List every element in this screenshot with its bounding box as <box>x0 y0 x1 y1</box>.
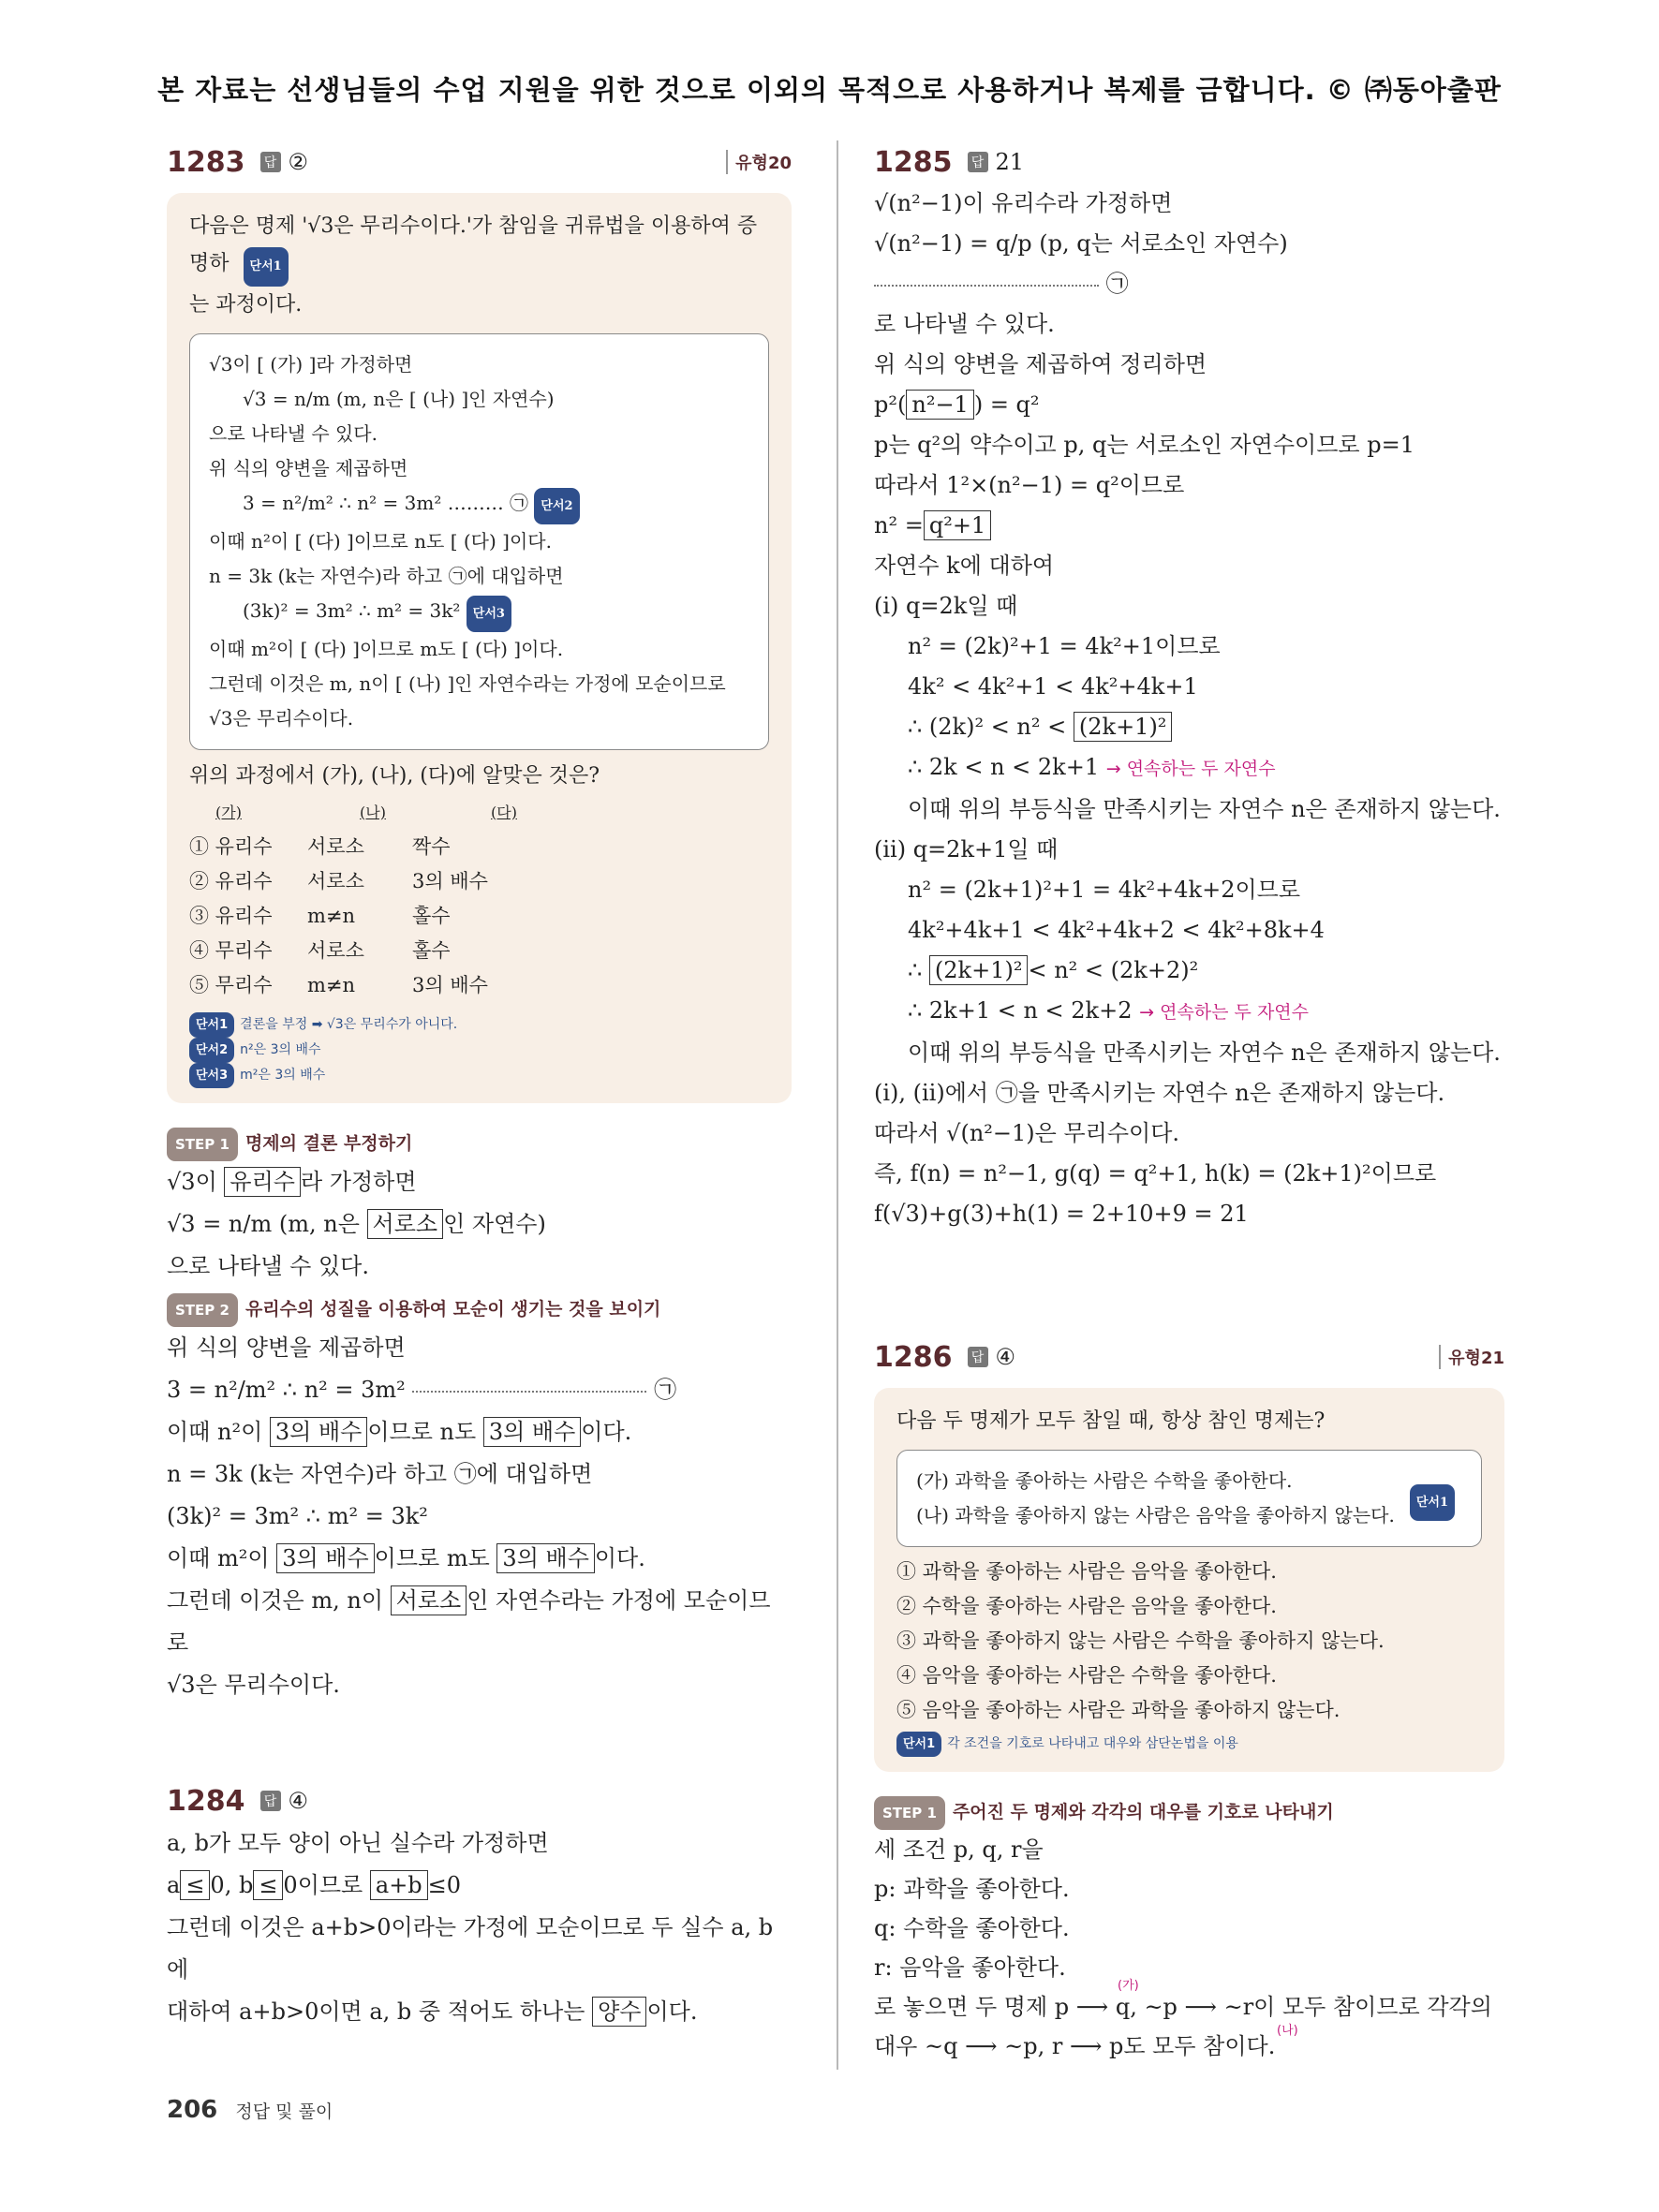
solution-1286 <box>874 1830 1504 2066</box>
right-column <box>874 140 1504 2066</box>
problem-1286-card <box>874 1388 1504 1772</box>
sol-line: f(√3)+g(3)+h(1) = 2+10+9 = 21 <box>874 1201 1249 1227</box>
sol-line: 대하여 a+b>0이면 a, b 중 적어도 하나는 양수 이다. <box>167 1998 698 2025</box>
hint-list <box>189 1012 769 1088</box>
answer-box: (2k+1)² <box>1074 712 1173 742</box>
answer-box: n²−1 <box>906 390 973 420</box>
sol-line: 위 식의 양변을 제곱하면 <box>167 1335 406 1361</box>
problem-1286-header <box>874 1335 1504 1379</box>
answer-value: ④ <box>995 1344 1016 1370</box>
sol-line: √3이 유리수 라 가정하면 <box>167 1169 417 1195</box>
choice-row[interactable]: ① 유리수 서로소 짝수 <box>189 835 451 858</box>
premise-line: (가) 과학을 좋아하는 사람은 수학을 좋아한다. <box>916 1469 1293 1492</box>
step-heading <box>874 1796 1504 1830</box>
proof-line: √3 = n/m (m, n은 [ (나) ]인 자연수) <box>243 388 555 410</box>
note-arrow: → <box>1139 1002 1161 1023</box>
sol-line: n² = (2k)²+1 = 4k²+1이므로 <box>908 633 1221 659</box>
sol-line: 로 나타낼 수 있다. <box>874 311 1055 337</box>
sol-line: a ≤ 0, b ≤ 0이므로 a+b ≤0 <box>167 1872 462 1898</box>
answer-icon: 답 <box>260 1791 281 1811</box>
solution-step2 <box>167 1327 792 1706</box>
type-tag: 유형20 <box>726 150 792 174</box>
hint-badge: 단서1 <box>1410 1484 1455 1521</box>
prompt-line-2: 는 과정이다. <box>189 293 303 317</box>
proof-line: 위 식의 양변을 제곱하면 <box>209 457 408 479</box>
premise-line: (나) 과학을 좋아하지 않는 사람은 음악을 좋아하지 않는다. <box>916 1504 1395 1526</box>
choice-row[interactable]: ③ 유리수 m≠n 홀수 <box>189 905 451 927</box>
hint-badge: 단서3 <box>467 596 511 632</box>
sol-line: 3 = n²/m² ∴ n² = 3m² ㉠ <box>167 1377 677 1403</box>
hint-row: 단서2 n²은 3의 배수 <box>189 1038 769 1063</box>
answer-box: 3의 배수 <box>496 1543 594 1573</box>
sol-line: ∴ 2k < n < 2k+1 → 연속하는 두 자연수 <box>908 754 1276 780</box>
proof-box <box>189 333 769 750</box>
proof-line: 이때 n²이 [ (다) ]이므로 n도 [ (다) ]이다. <box>209 530 552 553</box>
proof-line: 그런데 이것은 m, n이 [ (나) ]인 자연수라는 가정에 모순이므로 <box>209 672 726 695</box>
proof-line: 3 = n²/m² ∴ n² = 3m² ……… ㉠ 단서2 <box>209 486 749 524</box>
sol-line: (ⅰ) q=2k일 때 <box>874 593 1018 619</box>
header-ga: (가) <box>215 804 242 821</box>
sol-line: 4k²+4k+1 < 4k²+4k+2 < 4k²+8k+4 <box>908 917 1325 943</box>
choice-headers <box>189 795 769 830</box>
answer-box: 3의 배수 <box>270 1417 367 1447</box>
hint-badge: 단서2 <box>534 488 579 524</box>
type-tag: 유형21 <box>1439 1345 1504 1369</box>
proof-line: (3k)² = 3m² ∴ m² = 3k² 단서3 <box>209 594 749 632</box>
solution-step1 <box>167 1161 792 1288</box>
sol-line: 이때 n²이 3의 배수 이므로 n도 3의 배수 이다. <box>167 1419 632 1445</box>
problem-1284-header <box>167 1779 792 1822</box>
sol-line: 따라서 √(n²−1)은 무리수이다. <box>874 1120 1180 1146</box>
sol-line: √(n²−1)이 유리수라 가정하면 <box>874 190 1173 216</box>
sol-line: n² = (2k+1)²+1 = 4k²+4k+2이므로 <box>908 877 1301 903</box>
header-da: (다) <box>491 804 517 821</box>
answer-box: 유리수 <box>224 1167 301 1197</box>
sol-line: 그런데 이것은 a+b>0이라는 가정에 모순이므로 두 실수 a, b에 <box>167 1914 774 1983</box>
step-badge: STEP 1 <box>167 1128 238 1161</box>
hint-row: 단서3 m²은 3의 배수 <box>189 1063 769 1088</box>
problem-1285-header <box>874 140 1504 184</box>
note-text: 연속하는 두 자연수 <box>1160 1002 1310 1023</box>
answer-box: 양수 <box>592 1997 646 2027</box>
sol-line: ∴ 2k+1 < n < 2k+2 → 연속하는 두 자연수 <box>908 997 1310 1024</box>
answer-value: 21 <box>995 149 1025 175</box>
sol-line: 즉, f(n) = n²−1, g(q) = q²+1, h(k) = (2k+1)²이므로 <box>874 1160 1437 1187</box>
sol-line: ∴ (2k)² < n² < (2k+1)² <box>874 707 1504 747</box>
sol-line: 이때 위의 부등식을 만족시키는 자연수 n은 존재하지 않는다. <box>908 796 1501 822</box>
question-text: 위의 과정에서 (가), (나), (다)에 알맞은 것은? <box>189 764 600 788</box>
sol-line: √(n²−1) = q/p (p, q는 서로소인 자연수) ㉠ <box>874 230 1288 297</box>
note-arrow: → <box>1105 759 1127 779</box>
sol-line: r: 음악을 좋아한다. <box>874 1954 1066 1981</box>
page-number: 206 <box>167 2096 218 2124</box>
solution-1284 <box>167 1822 792 2033</box>
sol-line: n = 3k (k는 자연수)라 하고 ㉠에 대입하면 <box>167 1461 593 1487</box>
column-divider <box>837 140 838 2070</box>
answer-value: ④ <box>288 1788 309 1814</box>
problem-prompt: 다음 두 명제가 모두 참일 때, 항상 참인 명제는? <box>896 1409 1326 1433</box>
answer-icon: 답 <box>968 152 988 172</box>
problem-number: 1283 <box>167 145 245 179</box>
sol-line: 그런데 이것은 m, n이 서로소 인 자연수라는 가정에 모순이므로 <box>167 1587 771 1656</box>
sol-line: √3은 무리수이다. <box>167 1672 340 1698</box>
answer-box: 3의 배수 <box>276 1543 374 1573</box>
problem-number: 1284 <box>167 1784 245 1818</box>
proof-line: 이때 m²이 [ (다) ]이므로 m도 [ (다) ]이다. <box>209 638 564 660</box>
sol-line: p: 과학을 좋아한다. <box>874 1876 1070 1902</box>
copyright-banner: 본 자료는 선생님들의 수업 지원을 위한 것으로 이외의 목적으로 사용하거나 복제를 금합니다. © ㈜동아출판 <box>157 74 1502 106</box>
choice-row[interactable]: ② 유리수 서로소 3의 배수 <box>189 870 488 892</box>
step-badge: STEP 1 <box>874 1796 945 1830</box>
step-title: 명제의 결론 부정하기 <box>244 1133 413 1154</box>
answer-box: ≤ <box>253 1870 283 1900</box>
problem-number: 1286 <box>874 1340 953 1374</box>
header-na: (나) <box>360 804 386 821</box>
problem-prompt <box>189 208 769 324</box>
choice-item[interactable]: ⑤ 음악을 좋아하는 사람은 과학을 좋아하지 않는다. <box>896 1699 1341 1721</box>
answer-box: ≤ <box>180 1870 210 1900</box>
answer-icon: 답 <box>260 152 281 172</box>
sol-line: 이때 위의 부등식을 만족시키는 자연수 n은 존재하지 않는다. <box>908 1040 1501 1066</box>
sol-line: 으로 나타낼 수 있다. <box>167 1253 369 1279</box>
proof-line: 으로 나타낼 수 있다. <box>209 422 378 445</box>
note-text: 연속하는 두 자연수 <box>1126 759 1276 779</box>
sol-line: p는 q²의 약수이고 p, q는 서로소인 자연수이므로 p=1 <box>874 432 1415 458</box>
sol-line: n² = q²+1 <box>874 506 1504 546</box>
sol-line: (ⅰ), (ⅱ)에서 ㉠을 만족시키는 자연수 n은 존재하지 않는다. <box>874 1080 1445 1106</box>
prompt-line-1: 다음은 명제 '√3은 무리수이다.'가 참임을 귀류법을 이용하여 증명하 <box>189 214 758 275</box>
problem-1283-card <box>167 193 792 1103</box>
proof-line: √3이 [ (가) ]라 가정하면 <box>209 353 413 376</box>
sol-line: 이때 m²이 3의 배수 이므로 m도 3의 배수 이다. <box>167 1545 645 1571</box>
footer-label: 정답 및 풀이 <box>235 2101 333 2122</box>
sol-line: (3k)² = 3m² ∴ m² = 3k² <box>167 1503 428 1529</box>
answer-box: (2k+1)² <box>929 955 1029 985</box>
answer-icon: 답 <box>968 1347 988 1367</box>
hint-badge: 단서1 <box>244 247 289 287</box>
step-title: 유리수의 성질을 이용하여 모순이 생기는 것을 보이기 <box>244 1299 661 1320</box>
sol-line: 대우 ~q ⟶ ~p, r ⟶ p도 모두 참이다. <box>874 2033 1276 2059</box>
tag-na: (나) <box>1277 2024 1298 2038</box>
left-column <box>167 140 792 2033</box>
answer-box: q²+1 <box>924 510 991 540</box>
premise-box <box>896 1450 1482 1547</box>
sol-line: p²( n²−1 ) = q² <box>874 391 1040 418</box>
answer-box: 3의 배수 <box>483 1417 581 1447</box>
answer-value: ② <box>288 149 309 175</box>
choice-row[interactable]: ④ 무리수 서로소 홀수 <box>189 939 451 962</box>
sol-line: 자연수 k에 대하여 <box>874 553 1055 579</box>
sol-line: 따라서 1²×(n²−1) = q²이므로 <box>874 472 1185 498</box>
choice-list <box>896 1555 1482 1728</box>
choice-item[interactable]: ① 과학을 좋아하는 사람은 음악을 좋아한다. <box>896 1560 1277 1583</box>
answer-box: 서로소 <box>391 1585 467 1615</box>
answer-box: a+b <box>370 1870 428 1900</box>
sol-line: (ⅱ) q=2k+1일 때 <box>874 836 1059 863</box>
sol-line: a, b가 모두 양이 아닌 실수라 가정하면 <box>167 1830 549 1856</box>
choice-item[interactable]: ④ 음악을 좋아하는 사람은 수학을 좋아한다. <box>896 1664 1277 1687</box>
choice-item[interactable]: ③ 과학을 좋아하지 않는 사람은 수학을 좋아하지 않는다. <box>896 1630 1385 1652</box>
problem-1283-header <box>167 140 792 184</box>
choice-row[interactable]: ⑤ 무리수 m≠n 3의 배수 <box>189 974 488 996</box>
sol-line: q: 수학을 좋아한다. <box>874 1915 1070 1941</box>
step-badge: STEP 2 <box>167 1293 238 1327</box>
tag-ga: (가) <box>1118 1979 1139 1993</box>
step-title: 주어진 두 명제와 각각의 대우를 기호로 나타내기 <box>952 1802 1334 1822</box>
choice-item[interactable]: ② 수학을 좋아하는 사람은 음악을 좋아한다. <box>896 1595 1277 1617</box>
choice-table <box>189 795 769 1003</box>
proof-line: √3은 무리수이다. <box>209 707 354 730</box>
page-footer <box>167 2096 333 2124</box>
sol-line: ∴ (2k+1)² < n² < (2k+2)² <box>908 957 1199 983</box>
sol-line: 로 놓으면 두 명제 p ⟶ q, ~p ⟶ ~r이 모두 참이므로 각각의 (가) (나) <box>874 1987 1504 2027</box>
problem-number: 1285 <box>874 145 953 179</box>
proof-line: n = 3k (k는 자연수)라 하고 ㉠에 대입하면 <box>209 565 564 587</box>
step-heading <box>167 1128 792 1161</box>
sol-line: 4k² < 4k²+1 < 4k²+4k+1 <box>908 673 1198 700</box>
sol-line: √3 = n/m (m, n은 서로소 인 자연수) <box>167 1211 546 1237</box>
answer-box: 서로소 <box>367 1209 444 1239</box>
step-heading <box>167 1293 792 1327</box>
hint-row: 단서1 각 조건을 기호로 나타내고 대우와 삼단논법을 이용 <box>896 1732 1482 1757</box>
sol-line: 세 조건 p, q, r을 <box>874 1836 1044 1863</box>
hint-row: 단서1 결론을 부정 ➡ √3은 무리수가 아니다. <box>189 1012 769 1038</box>
sol-line: 위 식의 양변을 제곱하여 정리하면 <box>874 351 1207 377</box>
solution-1285 <box>874 184 1504 1234</box>
